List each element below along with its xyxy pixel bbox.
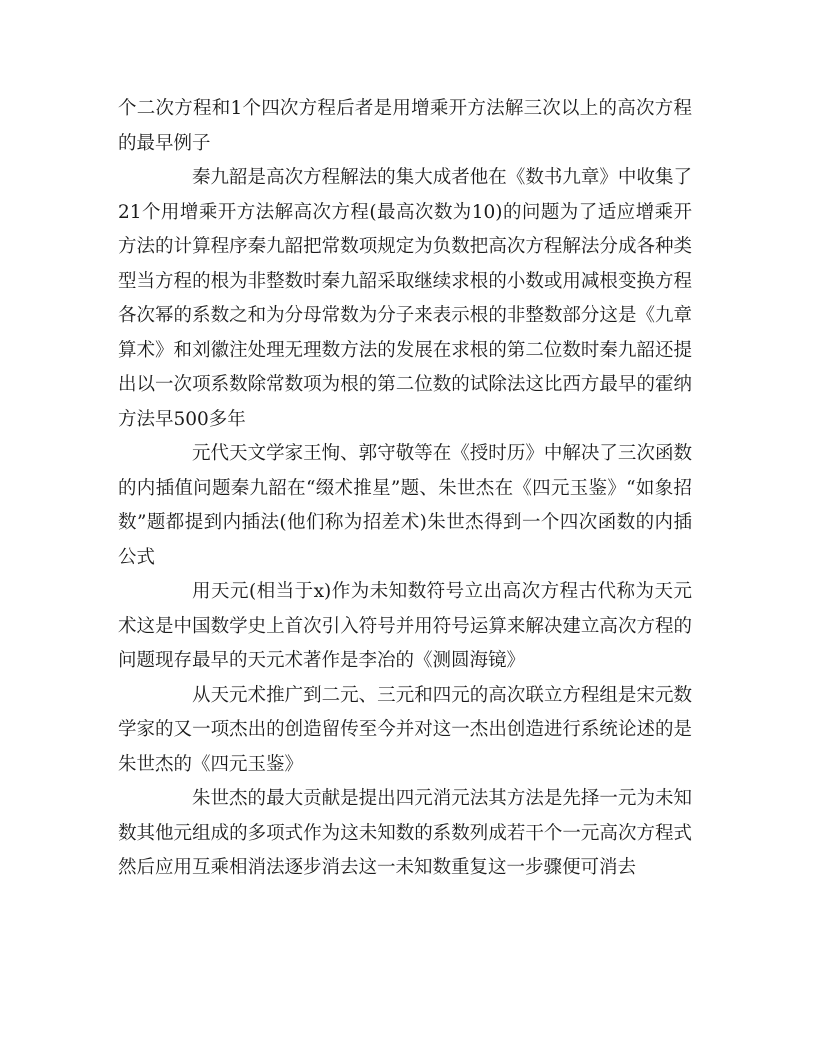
paragraph-qin-jiushao: 秦九韶是高次方程解法的集大成者他在《数书九章》中收集了21个用增乘开方法解高次方程(最高次数为10)的问题为了适应增乘开方法的计算程序秦九韶把常数项规定为负数把高次方程解法分成各种类型当方程的根为非整数时秦九韶采取继续求根的小数或用减根变换方程各次幂的系数之和为分母常数为分子来表示根的非整数部分这是《九章算术》和刘徽注处理无理数方法的发展在求根的第二位数时秦九韶还提出以一次项系数除常数项为根的第二位数的试除法这比西方最早的霍纳方法早500多年 — [118, 167, 692, 430]
body-text — [118, 92, 692, 886]
paragraph-yuan-astronomers: 元代天文学家王恂、郭守敬等在《授时历》中解决了三次函数的内插值问题秦九韶在“缀术推星”题、朱世杰在《四元玉鉴》“如象招数”题都提到内插法(他们称为招差术)朱世杰得到一个四次函数的内插公式 — [118, 443, 692, 568]
paragraph-continuation: 个二次方程和1个四次方程后者是用增乘开方法解三次以上的高次方程的最早例子 — [118, 98, 692, 154]
paragraph-elimination: 朱世杰的最大贡献是提出四元消元法其方法是先择一元为未知数其他元组成的多项式作为这未知数的系数列成若干个一元高次方程式然后应用互乘相消法逐步消去这一未知数重复这一步骤便可消去 — [118, 788, 692, 878]
paragraph-siyuan: 从天元术推广到二元、三元和四元的高次联立方程组是宋元数学家的又一项杰出的创造留传至今并对这一杰出创造进行系统论述的是朱世杰的《四元玉鉴》 — [118, 684, 692, 775]
paragraph-tianyuan: 用天元(相当于x)作为未知数符号立出高次方程古代称为天元术这是中国数学史上首次引入符号并用符号运算来解决建立高次方程的问题现存最早的天元术著作是李冶的《测圆海镜》 — [118, 581, 692, 671]
